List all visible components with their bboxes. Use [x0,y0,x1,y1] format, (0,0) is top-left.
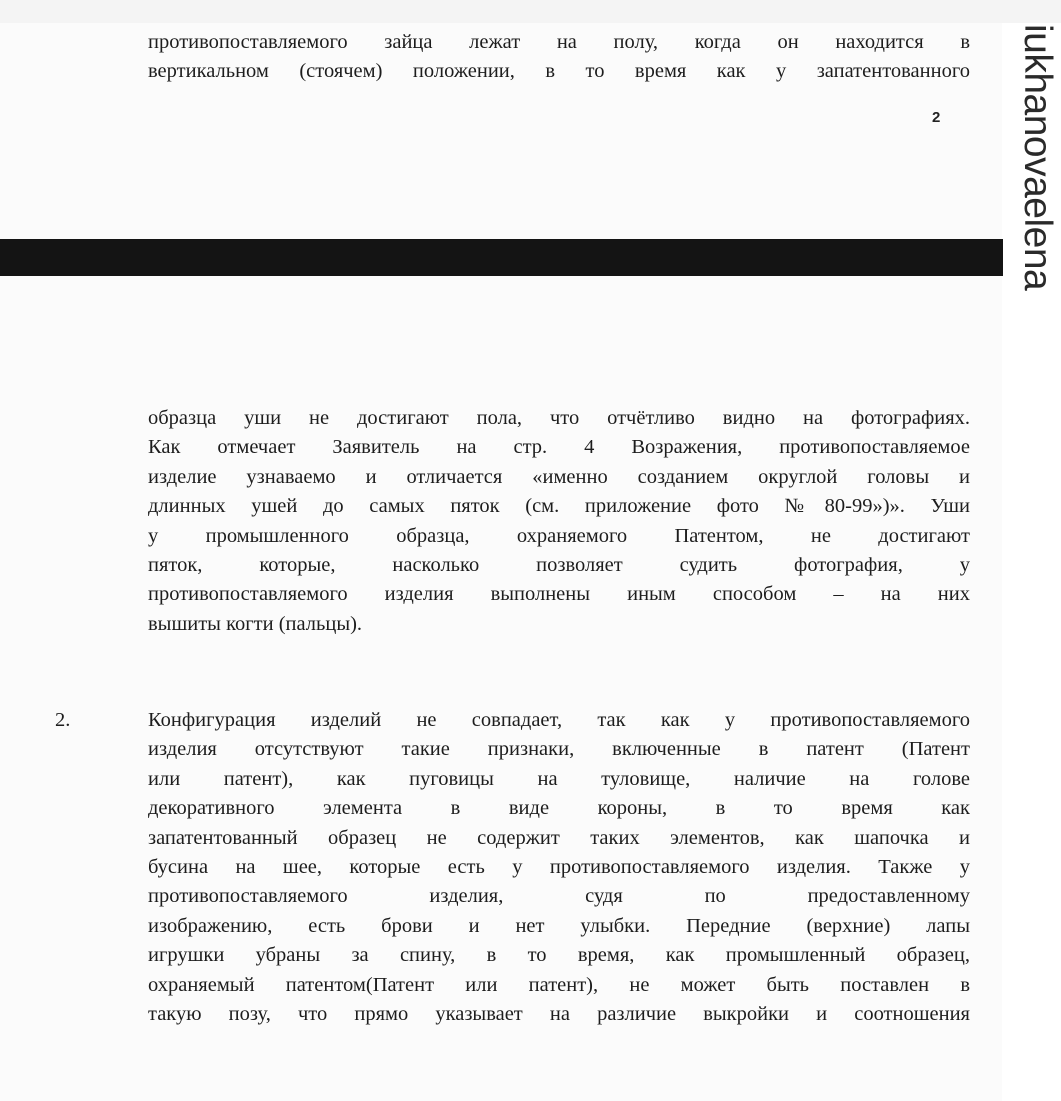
text-line: изделие узнаваемо и отличается «именно созданием округлой головы и [148,465,970,488]
watermark-text: iukhanovaelena [1016,24,1059,291]
watermark-username [1009,22,1061,322]
text-line: или патент), как пуговицы на туловище, наличие на голове [148,767,970,790]
text-line: декоративного элемента в виде короны, в то время как [148,797,970,820]
text-line: Конфигурация изделий не совпадает, так как у противопоставляемого [148,709,970,731]
text-line: длинных ушей до самых пяток (см. приложение фото №80-99»)». Уши [148,495,970,518]
page-break-bar [0,239,1003,276]
text-line: игрушки убраны за спину, в то время, как промышленный образец, [148,944,970,967]
list-number: 2. [55,709,71,731]
text-line: охраняемый патентом(Патент или патент), не может быть поставлен в [148,973,970,996]
text-line: бусина на шее, которые есть у противопоставляемого изделия. Также у [148,856,970,879]
text-line: такую позу, что прямо указывает на различие выкройки и соотношения [148,1003,970,1026]
list-item-2-paragraph [148,706,970,1029]
text-line: образца уши не достигают пола, что отчётливо видно на фотографиях. [148,407,970,429]
top-strip [0,0,1061,23]
text-line: противопоставляемого изделия выполнены иным способом – на них [148,583,970,606]
middle-paragraph [148,404,970,639]
page-number: 2 [932,109,941,126]
text-line: у промышленного образца, охраняемого Патентом, не достигают [148,524,970,547]
text-line: противопоставляемого изделия, судя по предоставленному [148,885,970,908]
text-line: пяток, которые, насколько позволяет судить фотография, у [148,554,970,577]
text-line: вышиты когти (пальцы). [148,612,363,635]
text-line: противопоставляемого зайца лежат на полу, когда он находится в [148,31,970,53]
text-line: изделия отсутствуют такие признаки, включенные в патент (Патент [148,738,970,761]
top-paragraph [148,28,970,87]
text-line: Как отмечает Заявитель на стр. 4 Возражения, противопоставляемое [148,436,970,459]
text-line: изображению, есть брови и нет улыбки. Передние (верхние) лапы [148,914,970,937]
text-line: вертикальном (стоячем) положении, в то время как у запатентованного [148,60,970,83]
text-line: запатентованный образец не содержит таких элементов, как шапочка и [148,826,970,849]
